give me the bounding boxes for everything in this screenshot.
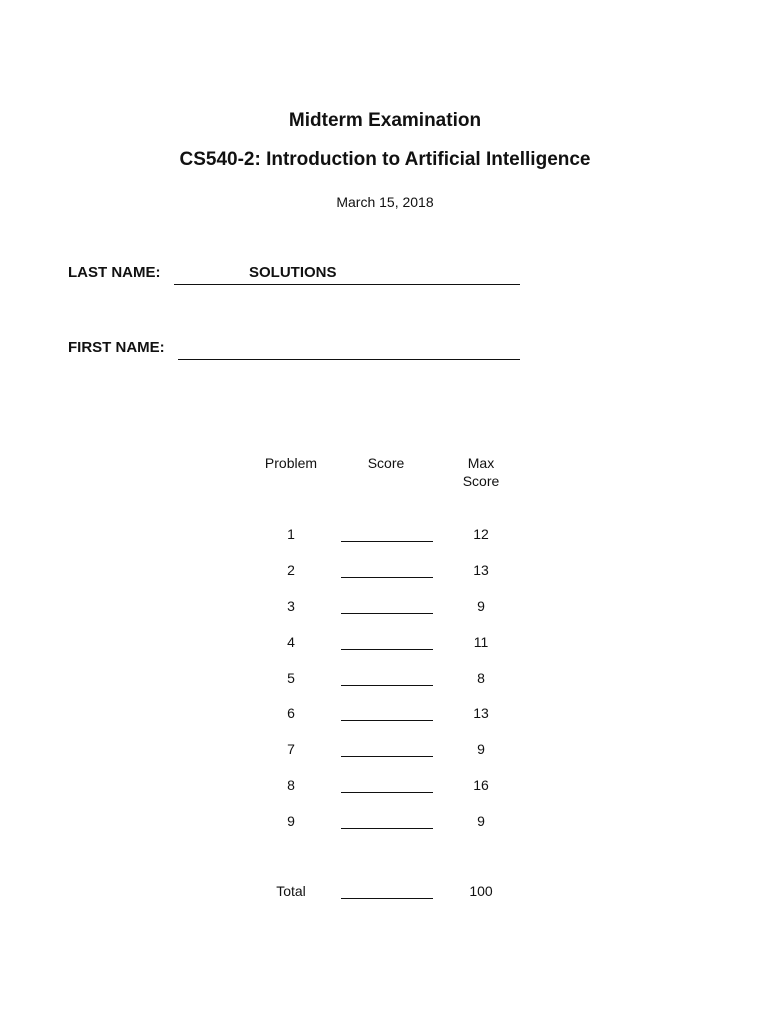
table-row-5-max-score: 8 — [477, 670, 485, 686]
table-row-7-score-blank[interactable] — [341, 756, 433, 757]
exam-date: March 15, 2018 — [336, 194, 434, 210]
course-title: CS540-2: Introduction to Artificial Intelligence — [179, 149, 591, 170]
table-row-9-problem: 9 — [287, 813, 295, 829]
total-row-score-blank[interactable] — [341, 898, 433, 899]
table-row-2-max-score: 13 — [473, 562, 489, 578]
table-row-4-score-blank[interactable] — [341, 649, 433, 650]
table-row-2-problem: 2 — [287, 562, 295, 578]
table-row-3-score-blank[interactable] — [341, 613, 433, 614]
last-name-label: LAST NAME: — [68, 264, 161, 281]
table-row-6-score-blank[interactable] — [341, 720, 433, 721]
exam-title: Midterm Examination — [288, 110, 482, 131]
table-row-1-score-blank[interactable] — [341, 541, 433, 542]
table-row-7-problem: 7 — [287, 741, 295, 757]
table-row-6-max-score: 13 — [473, 705, 489, 721]
first-name-line[interactable] — [178, 339, 520, 360]
table-row-3-max-score: 9 — [477, 598, 485, 614]
max-header-line2: Score — [462, 473, 500, 489]
table-row-1-max-score: 12 — [473, 526, 489, 542]
table-row-7-max-score: 9 — [477, 741, 485, 757]
table-row-4-problem: 4 — [287, 634, 295, 650]
table-row-3-problem: 3 — [287, 598, 295, 614]
table-row-1-problem: 1 — [287, 526, 295, 542]
last-name-value: SOLUTIONS — [249, 264, 337, 281]
table-row-6-problem: 6 — [287, 705, 295, 721]
table-row-8-problem: 8 — [287, 777, 295, 793]
max-score-column-header — [441, 454, 521, 490]
table-row-8-score-blank[interactable] — [341, 792, 433, 793]
first-name-label: FIRST NAME: — [68, 339, 165, 356]
table-row-5-problem: 5 — [287, 670, 295, 686]
table-row-9-max-score: 9 — [477, 813, 485, 829]
last-name-line[interactable] — [174, 264, 520, 285]
total-row-problem: Total — [276, 883, 306, 899]
problem-column-header: Problem — [264, 455, 318, 471]
table-row-4-max-score: 11 — [473, 634, 489, 650]
score-column-header: Score — [367, 455, 405, 471]
max-header-line1: Max — [467, 455, 495, 471]
table-row-8-max-score: 16 — [473, 777, 489, 793]
table-row-9-score-blank[interactable] — [341, 828, 433, 829]
table-row-2-score-blank[interactable] — [341, 577, 433, 578]
table-row-5-score-blank[interactable] — [341, 685, 433, 686]
total-row-max-score: 100 — [469, 883, 493, 899]
